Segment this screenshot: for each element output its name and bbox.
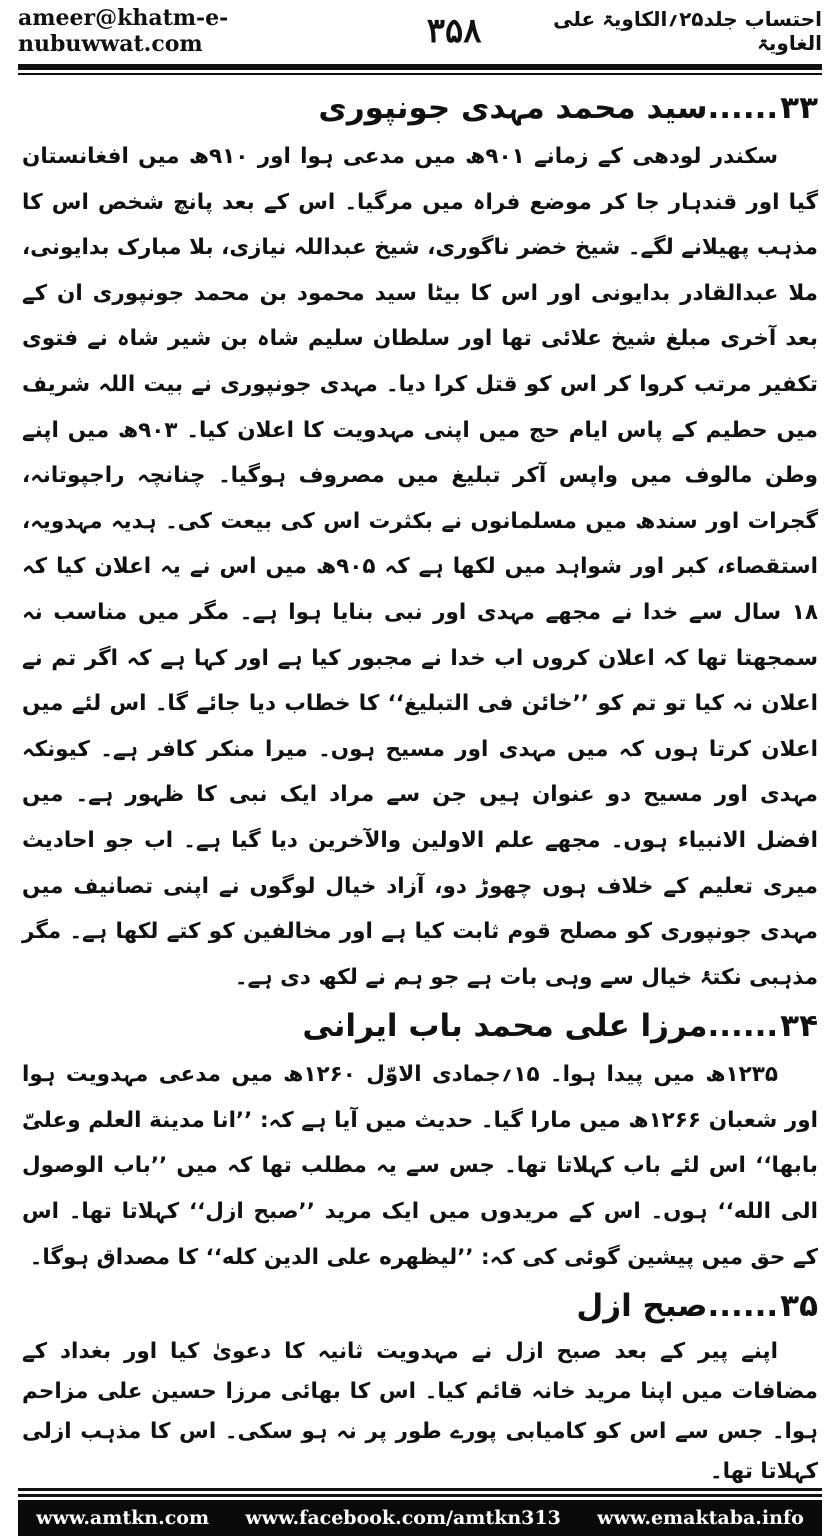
section-number: ۳۴ xyxy=(780,1008,818,1045)
section-heading-35 xyxy=(22,1280,818,1332)
footer-link-amtkn[interactable]: www.amtkn.com xyxy=(36,1507,210,1529)
header-rule-thick xyxy=(18,64,822,70)
page-content xyxy=(22,82,818,1485)
footer-rule-bottom xyxy=(18,1494,822,1497)
page-number: ۳۵۸ xyxy=(426,11,482,51)
section-title: ......مرزا علی محمد باب ایرانی xyxy=(302,1008,779,1045)
footer-bar xyxy=(18,1500,822,1536)
section-heading-34 xyxy=(22,1000,818,1052)
section-heading-33 xyxy=(22,82,818,134)
header-left xyxy=(18,5,482,57)
header-email[interactable]: ameer@khatm-e-nubuwwat.com xyxy=(18,5,229,57)
section-paragraph: ۱۲۳۵ھ میں پیدا ہوا۔ ۱۵؍جمادی الاوّل ۱۲۶۰ھ میں مدعی مہدویت ہوا اور شعبان ۱۲۶۶ھ میں مارا گیا۔ حدیث میں آیا ہے کہ: ’’انا مدینة العلم وعلیّ بابها‘‘ اس لئے باب کہلاتا تھا۔ جس سے یہ مطلب تھا کہ میں ’’باب الوصول الی الله‘‘ ہوں۔ اس کے مریدوں میں ایک مرید ’’صبح ازل‘‘ کہلاتا تھا۔ اس کے حق میں پیشین گوئی کی کہ: ’’لیظهره علی الدین کله‘‘ کا مصداق ہوگا۔ xyxy=(22,1062,818,1270)
section-paragraph: سکندر لودھی کے زمانے ۹۰۱ھ میں مدعی ہوا اور ۹۱۰ھ میں افغانستان گیا اور قندہار جا کر موضع فراہ میں مرگیا۔ اس کے بعد پانچ شخص اس کا مذہب پھیلانے لگے۔ شیخ خضر ناگوری، شیخ عبداللہ نیازی، بلا مبارک بدایونی، ملا عبدالقادر بدایونی اور اس کا بیٹا سید محمود بن محمد جونپوری ان کے بعد آخری مبلغ شیخ علائی تھا اور سلطان سلیم شاہ بن شیر شاہ نے فتوی تکفیر مرتب کروا کر اس کو قتل کرا دیا۔ مہدی جونپوری نے بیت اللہ شریف میں حطیم کے پاس ایام حج میں اپنی مہدویت کا اعلان کیا۔ ۹۰۳ھ میں اپنے وطن مالوف میں واپس آکر تبلیغ میں مصروف ہوگیا۔ چنانچہ راجپوتانہ، گجرات اور سندھ میں مسلمانوں نے بکثرت اس کی بیعت کی۔ ہدیہ مہدویہ، استقصاء، کبر اور شواہد میں لکھا ہے کہ ۹۰۵ھ میں اس نے یہ اعلان کیا کہ ۱۸ سال سے خدا نے مجھے مہدی اور نبی بنایا ہوا ہے۔ مگر میں مناسب نہ سمجھتا تھا کہ اعلان کروں اب خدا نے مجبور کیا ہے اور کہا ہے کہ اگر تم نے اعلان نہ کیا تو تم کو ’’خائن فی التبلیغ‘‘ کا خطاب دیا جائے گا۔ اس لئے میں اعلان کرتا ہوں کہ میں مہدی اور مسیح ہوں۔ میرا منکر کافر ہے۔ کیونکہ مہدی اور مسیح دو عنوان ہیں جن سے مراد ایک نبی کا ظہور ہے۔ میں افضل الانبیاء ہوں۔ مجھے علم الاولین والآخرین دیا گیا ہے۔ اب جو احادیث میری تعلیم کے خلاف ہوں چھوڑ دو، آزاد خیال لوگوں نے اپنی تصانیف میں مہدی جونپوری کو مصلح قوم ثابت کیا ہے اور مخالفین کو کتے لکھا ہے۔ مگر مذہبی نکتۂ خیال سے وہی بات ہے جو ہم نے لکھ دی ہے۔ xyxy=(22,144,818,990)
footer-link-emaktaba[interactable]: www.emaktaba.info xyxy=(597,1507,804,1529)
footer-rule-top xyxy=(18,1488,822,1491)
section-number: ۳۳ xyxy=(780,90,818,126)
page-header xyxy=(18,0,822,62)
section-paragraph: اپنے پیر کے بعد صبح ازل نے مہدویت ثانیہ کا دعویٰ کیا اور بغداد کے مضافات میں اپنا مرید خانہ قائم کیا۔ اس کا بھائی مرزا حسین علی مزاحم ہوا۔ جس سے اس کو کامیابی پورے طور پر نہ ہو سکی۔ اس کا مذہب ازلی کہلاتا تھا۔ xyxy=(22,1339,818,1485)
header-rule-thin xyxy=(18,73,822,75)
section-title: ......صبح ازل xyxy=(576,1288,779,1325)
footer-link-facebook[interactable]: www.facebook.com/amtkn313 xyxy=(245,1507,561,1529)
section-number: ۳۵ xyxy=(780,1288,818,1325)
section-title: ......سید محمد مہدی جونپوری xyxy=(318,90,779,126)
book-title: احتساب جلد۲۵؍الکاویۃ علی الغاویۃ xyxy=(553,7,822,55)
